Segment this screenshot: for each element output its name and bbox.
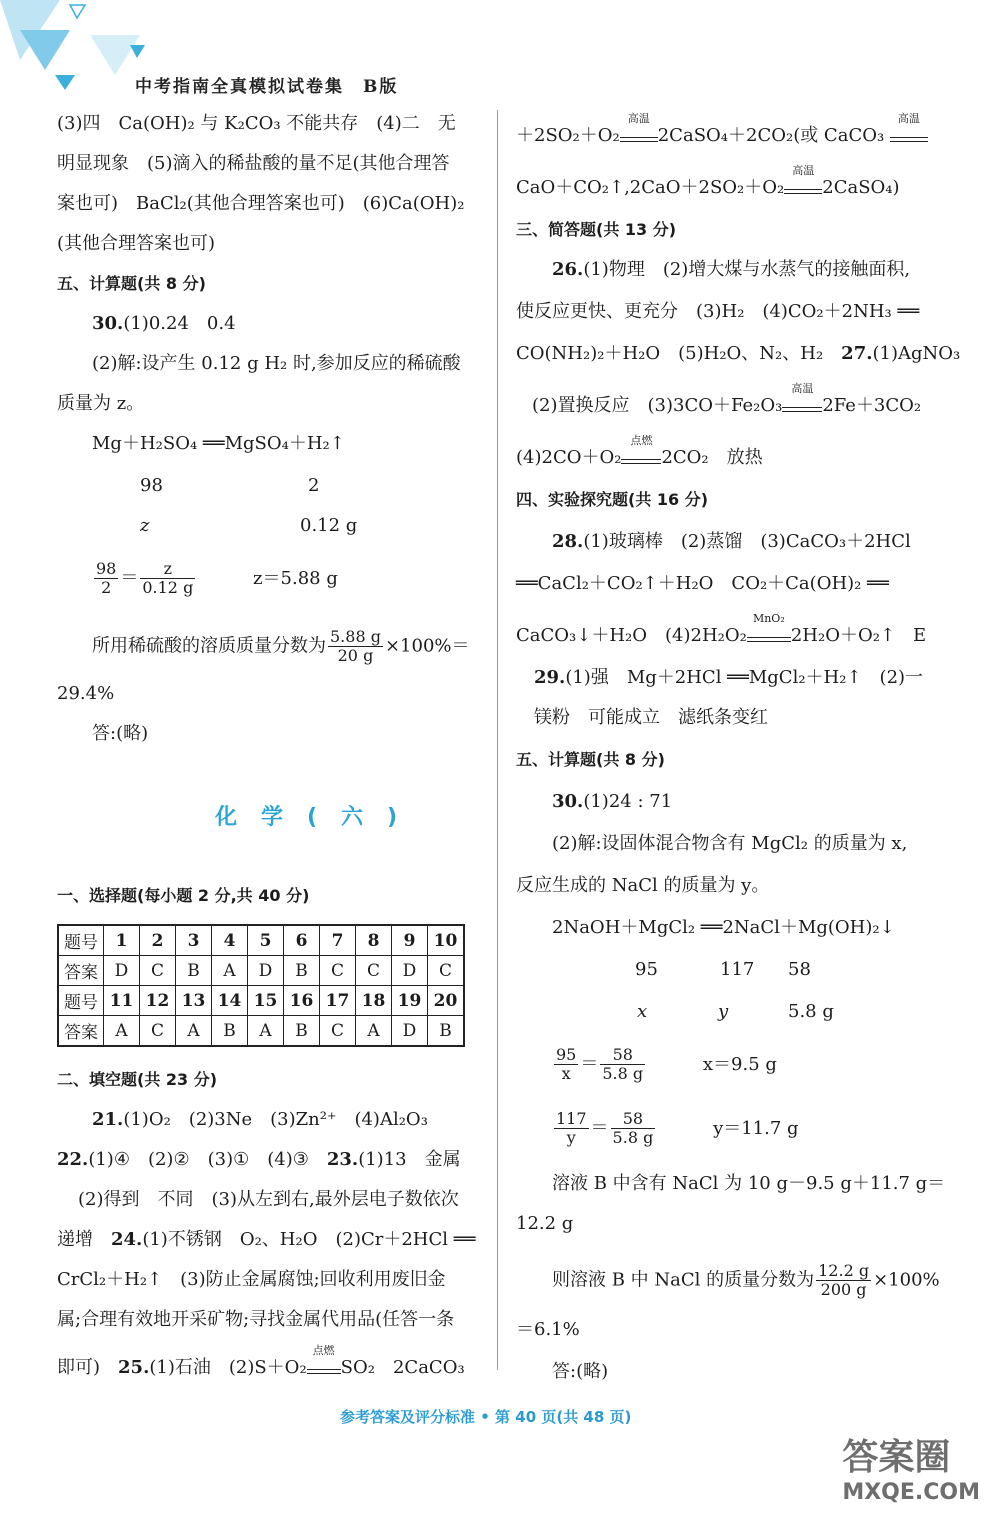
watermark-logo: 答案圈 MXQE.COM (842, 1437, 980, 1505)
question-21: 21.(1)O₂ (2)3Ne (3)Zn²⁺ (4)Al₂O₃ (92, 1109, 428, 1130)
mass-value: 95 (635, 959, 658, 980)
text-line: 质量为 z。 (57, 393, 145, 414)
chemical-equation: CaO＋CO₂↑,2CaO＋2SO₂＋O₂ 高温 2CaSO₄) (516, 164, 900, 198)
text-line: ══CaCl₂＋CO₂↑＋H₂O CO₂＋Ca(OH)₂ ══ (516, 573, 889, 594)
variable: x (637, 1001, 648, 1022)
question-26: 26.(1)物理 (2)增大煤与水蒸气的接触面积, (552, 259, 911, 280)
fraction: $\frac{z}{0.12 g}$ (142, 559, 194, 597)
table-row: 题号 11 12 13 14 15 16 17 18 19 20 (58, 986, 464, 1016)
chemical-equation: Mg＋H₂SO₄ ══MgSO₄＋H₂↑ (92, 433, 345, 454)
question-28: 28.(1)玻璃棒 (2)蒸馏 (3)CaCO₃＋2HCl (552, 531, 911, 552)
table-row: 答案 D C B A D B C C D C (58, 956, 464, 986)
section-heading: 五、计算题(共 8 分) (516, 750, 665, 769)
text-line: 反应生成的 NaCl 的质量为 y。 (516, 875, 770, 896)
question-22-23: 22.(1)④ (2)② (3)① (4)③ 23.(1)13 金属 (57, 1149, 461, 1170)
text-line: (其他合理答案也可) (57, 233, 216, 254)
chemical-equation: (4)2CO＋O₂ 点燃 2CO₂ 放热 (516, 434, 763, 468)
text-line: 案也可) BaCl₂(其他合理答案也可) (6)Ca(OH)₂ (57, 193, 465, 214)
table-row: 答案 A C A B A B C A D B (58, 1016, 464, 1047)
question-25: 即可) 25.(1)石油 (2)S＋O₂ 点燃 SO₂ 2CaCO₃ (57, 1344, 465, 1378)
answer-note: 答:(略) (552, 1361, 609, 1382)
section-heading: 五、计算题(共 8 分) (57, 274, 206, 293)
text-line: 镁粉 可能成立 滤纸条变红 (534, 707, 768, 728)
result: ＝6.1% (516, 1319, 580, 1340)
mass-value: 117 (720, 959, 755, 980)
text-line: 使反应更快、更充分 (3)H₂ (4)CO₂＋2NH₃ ══ (516, 301, 920, 322)
text-line: 12.2 g (516, 1213, 574, 1234)
answer-text: (1)0.24 0.4 (123, 313, 236, 334)
text-line: 溶液 B 中含有 NaCl 为 10 g－9.5 g＋11.7 g＝ (552, 1173, 946, 1194)
question-number: 30. (92, 313, 124, 334)
question-30: 30.(1)24 : 71 (552, 791, 673, 812)
fraction: $\frac{5.88 g}{20 g}$ (330, 627, 381, 665)
result: x＝9.5 g (702, 1053, 777, 1075)
question-27: CO(NH₂)₂＋H₂O (5)H₂O、N₂、H₂ 27.(1)AgNO₃ (516, 343, 961, 364)
page-footer: 参考答案及评分标准 • 第 40 页(共 48 页) (340, 1408, 632, 1426)
chemical-equation: ＋2SO₂＋O₂ 高温 2CaSO₄＋2CO₂(或 CaCO₃ 高温 (516, 124, 928, 148)
text-line: (3)四 Ca(OH)₂ 与 K₂CO₃ 不能共存 (4)二 无 (57, 113, 456, 134)
chemical-equation: 2NaOH＋MgCl₂ ══2NaCl＋Mg(OH)₂↓ (552, 917, 895, 938)
section-heading: 二、填空题(共 23 分) (57, 1070, 218, 1089)
result: 29.4% (57, 683, 115, 704)
mass-value: 2 (308, 475, 320, 496)
fraction: $\frac{98}{2}$ (96, 559, 117, 597)
result: z＝5.88 g (253, 567, 338, 589)
text-line: (2)得到 不同 (3)从左到右,最外层电子数依次 (78, 1189, 459, 1210)
variable: y (718, 1001, 729, 1022)
text-line: 属;合理有效地开采矿物;寻找金属代用品(任答一条 (57, 1309, 455, 1330)
chemical-equation: CaCO₃↓＋H₂O (4)2H₂O₂ MnO₂ 2H₂O＋O₂↑ E (516, 612, 927, 646)
text-line: (2)解:设固体混合物含有 MgCl₂ 的质量为 x, (552, 833, 908, 854)
result: y＝11.7 g (713, 1117, 799, 1139)
answer-note: 答:(略) (92, 723, 149, 744)
section-heading: 三、简答题(共 13 分) (516, 220, 677, 239)
proportion-equation: $\frac{98}{2}$ ＝ $\frac{z}{0.12 g}$ z＝5.88 g (96, 559, 338, 597)
text-line: CrCl₂＋H₂↑ (3)防止金属腐蚀;回收利用废旧金 (57, 1269, 446, 1290)
mass-value: 98 (140, 475, 163, 496)
text-line: (2)解:设产生 0.12 g H₂ 时,参加反应的稀硫酸 (92, 353, 461, 374)
question-24: 递增 24.(1)不锈钢 O₂、H₂O (2)Cr＋2HCl ══ (57, 1229, 476, 1250)
percentage-line: 所用稀硫酸的溶质质量分数为 $\frac{5.88 g}{20 g}$ ×100%＝ (92, 627, 470, 665)
page-header-title: 中考指南全真模拟试卷集 B版 (135, 77, 399, 97)
variable: z (140, 515, 150, 536)
column-divider (497, 110, 498, 1370)
mass-value: 58 (788, 959, 811, 980)
question-29: 29.(1)强 Mg＋2HCl ══MgCl₂＋H₂↑ (2)一 (534, 667, 924, 688)
mass-value: 0.12 g (300, 515, 358, 536)
answer-table (57, 924, 465, 1047)
percentage-line: 则溶液 B 中 NaCl 的质量分数为 $\frac{12.2 g}{200 g}$ ×100% (552, 1261, 940, 1299)
chemical-equation: (2)置换反应 (3)3CO＋Fe₂O₃ 高温 2Fe＋3CO₂ (532, 382, 922, 416)
section-title: 化学(六) (215, 805, 422, 830)
question-30 (92, 312, 236, 336)
proportion-equation: $\frac{117}{y}$ ＝ $\frac{58}{5.8 g}$ y＝11.7 g (556, 1109, 799, 1147)
table-row: 题号 1 2 3 4 5 6 7 8 9 10 (58, 925, 464, 956)
text-line: 明显现象 (5)滴入的稀盐酸的量不足(其他合理答 (57, 153, 450, 174)
proportion-equation: $\frac{95}{x}$ ＝ $\frac{58}{5.8 g}$ x＝9.5 g (556, 1045, 777, 1083)
section-heading: 一、选择题(每小题 2 分,共 40 分) (57, 886, 310, 905)
section-heading: 四、实验探究题(共 16 分) (516, 490, 709, 509)
mass-value: 5.8 g (788, 1001, 834, 1022)
